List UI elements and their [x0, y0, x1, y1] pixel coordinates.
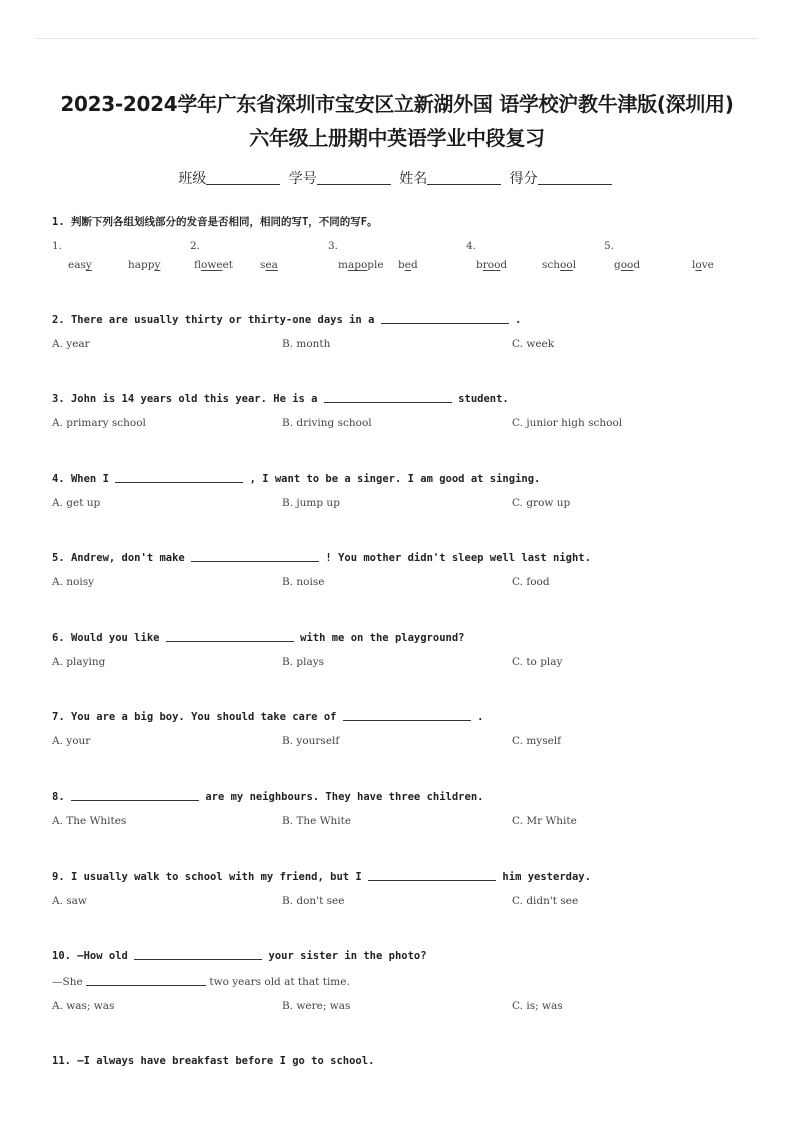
option-a[interactable]: A. was; was — [52, 1000, 115, 1012]
answer-blank[interactable] — [71, 790, 199, 801]
q1-word: sea — [260, 259, 278, 271]
option-b[interactable]: B. plays — [282, 656, 325, 668]
q1-word: bed — [398, 259, 418, 271]
number-label: 学号 — [288, 171, 317, 187]
question-2-stem: 2. There are usually thirty or thirty-one days in a . — [52, 314, 522, 326]
option-c[interactable]: C. week — [512, 338, 555, 350]
question-11-stem: 11. —I always have breakfast before I go to school. — [52, 1055, 375, 1067]
q1-word: school — [542, 259, 577, 271]
q1-item-number: 2. — [190, 240, 201, 252]
q1-word: love — [692, 259, 714, 271]
option-a[interactable]: A. primary school — [52, 417, 146, 429]
answer-blank[interactable] — [381, 313, 509, 324]
question-3-stem: 3. John is 14 years old this year. He is a student. — [52, 393, 509, 405]
score-field[interactable] — [538, 170, 612, 185]
q1-word: good — [614, 259, 641, 271]
option-c[interactable]: C. myself — [512, 735, 562, 747]
page-title-line2: 六年级上册期中英语学业中段复习 — [249, 126, 545, 150]
option-b[interactable]: B. don't see — [282, 895, 345, 907]
option-b[interactable]: B. noise — [282, 576, 325, 588]
q1-item-number: 5. — [604, 240, 615, 252]
q1-word: mapople — [338, 259, 384, 271]
answer-blank[interactable] — [134, 949, 262, 960]
answer-blank[interactable] — [191, 551, 319, 562]
header-rule — [36, 38, 758, 39]
q1-word: easy — [68, 259, 92, 271]
number-field[interactable] — [317, 170, 391, 185]
option-c[interactable]: C. food — [512, 576, 550, 588]
option-a[interactable]: A. The Whites — [52, 815, 127, 827]
option-b[interactable]: B. month — [282, 338, 331, 350]
q1-item-number: 3. — [328, 240, 339, 252]
answer-blank[interactable] — [324, 392, 452, 403]
answer-blank[interactable] — [86, 975, 206, 986]
question-6-stem: 6. Would you like with me on the playground? — [52, 632, 465, 644]
answer-blank[interactable] — [115, 472, 243, 483]
option-c[interactable]: C. to play — [512, 656, 563, 668]
q1-word: happy — [128, 259, 161, 271]
q1-item-number: 4. — [466, 240, 477, 252]
q1-item-number: 1. — [52, 240, 63, 252]
q1-word: floweet — [194, 259, 233, 271]
student-info-row — [0, 168, 794, 188]
question-9-stem: 9. I usually walk to school with my friend, but I him yesterday. — [52, 871, 591, 883]
question-7-stem: 7. You are a big boy. You should take care of . — [52, 711, 484, 723]
q1-word: brood — [476, 259, 508, 271]
question-4-stem: 4. When I , I want to be a singer. I am good at singing. — [52, 473, 541, 485]
option-c[interactable]: C. is; was — [512, 1000, 563, 1012]
option-b[interactable]: B. driving school — [282, 417, 372, 429]
name-label: 姓名 — [399, 171, 428, 187]
option-b[interactable]: B. yourself — [282, 735, 340, 747]
option-c[interactable]: C. junior high school — [512, 417, 623, 429]
option-c[interactable]: C. Mr White — [512, 815, 577, 827]
question-8-stem: 8. are my neighbours. They have three children. — [52, 791, 484, 803]
option-a[interactable]: A. your — [52, 735, 91, 747]
answer-blank[interactable] — [166, 631, 294, 642]
option-a[interactable]: A. playing — [52, 656, 106, 668]
option-c[interactable]: C. didn't see — [512, 895, 579, 907]
class-label: 班级 — [178, 171, 207, 187]
name-field[interactable] — [427, 170, 501, 185]
question-10-stem: 10. —How old your sister in the photo? — [52, 950, 427, 962]
option-a[interactable]: A. year — [52, 338, 90, 350]
option-a[interactable]: A. saw — [52, 895, 87, 907]
option-a[interactable]: A. get up — [52, 497, 101, 509]
question-1-stem: 1. 判断下列各组划线部分的发音是否相同，相同的写T，不同的写F。 — [52, 216, 378, 228]
question-5-stem: 5. Andrew, don't make ! You mother didn't sleep well last night. — [52, 552, 591, 564]
option-b[interactable]: B. jump up — [282, 497, 340, 509]
answer-blank[interactable] — [343, 710, 471, 721]
class-field[interactable] — [206, 170, 280, 185]
option-b[interactable]: B. The White — [282, 815, 352, 827]
answer-blank[interactable] — [368, 870, 496, 881]
option-a[interactable]: A. noisy — [52, 576, 95, 588]
score-label: 得分 — [509, 171, 538, 187]
question-10-reply: —She two years old at that time. — [52, 976, 350, 988]
option-b[interactable]: B. were; was — [282, 1000, 351, 1012]
page-title-line1: 2023-2024学年广东省深圳市宝安区立新湖外国 语学校沪教牛津版(深圳用) — [60, 92, 734, 116]
option-c[interactable]: C. grow up — [512, 497, 571, 509]
